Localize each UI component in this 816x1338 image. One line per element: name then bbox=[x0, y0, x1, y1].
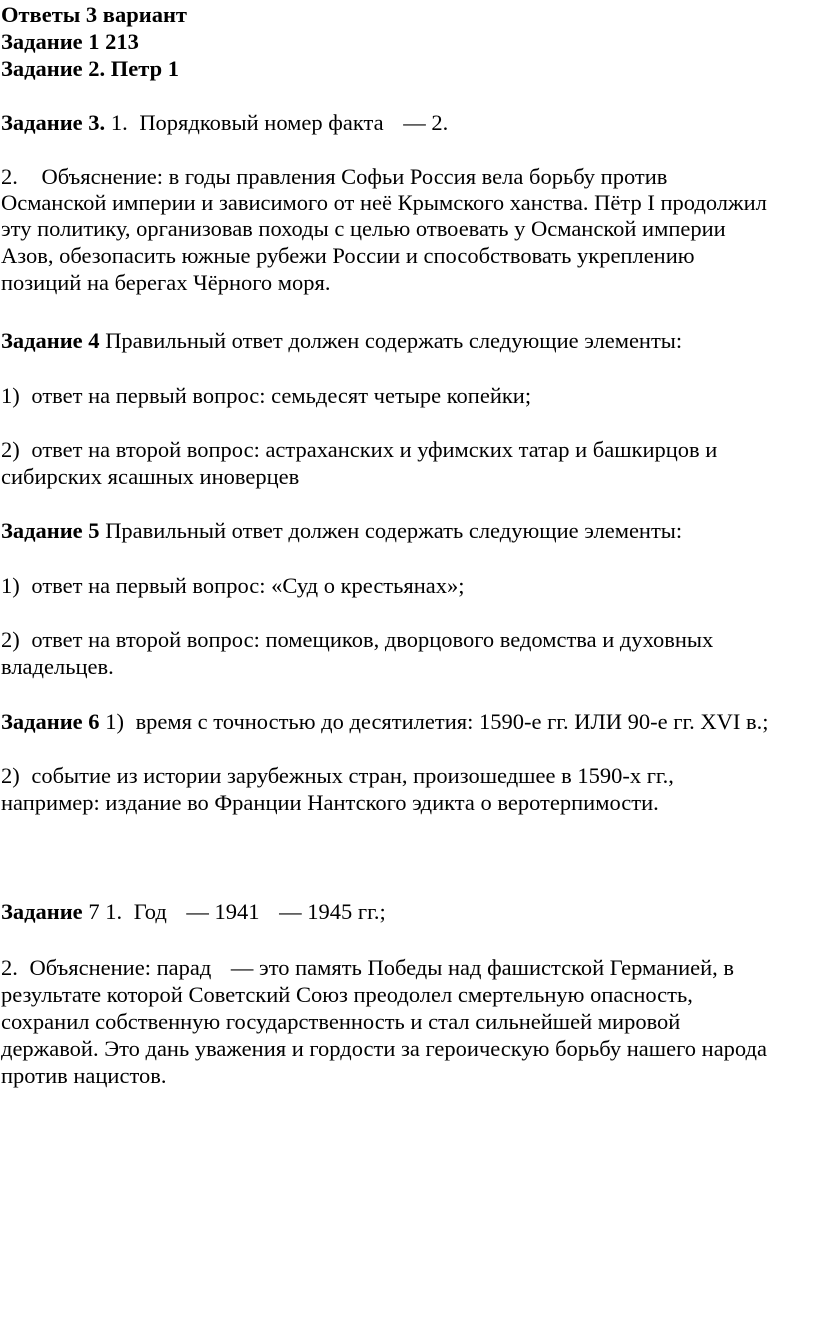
task-5-item-2-text: ответ на второй вопрос: помещиков, дворцового ведомства и духовных bbox=[31, 627, 714, 652]
task-3-item-2-line-3: эту политику, организовав походы с целью отвоевать у Османской империи bbox=[1, 216, 726, 241]
task-1-answer: Задание 1 213 bbox=[1, 29, 139, 54]
task-4-item-1 bbox=[1, 383, 531, 410]
task-3-item-2-line-5: позиций на берегах Чёрного моря. bbox=[1, 270, 331, 295]
task-6-item-2-line-2: например: издание во Франции Нантского эдикта о веротерпимости. bbox=[1, 790, 659, 815]
task-7-item-2-line-5: против нацистов. bbox=[1, 1063, 167, 1088]
task-7-item-2-line-1 bbox=[1, 955, 734, 982]
task-4-item-2-num: 2) bbox=[1, 437, 20, 462]
task-3-item-2-line-4: Азов, обезопасить южные рубежи России и способствовать укреплению bbox=[1, 243, 695, 268]
task-3-item-1-num: 1. bbox=[110, 110, 128, 135]
task-6-label: Задание 6 bbox=[1, 709, 100, 734]
task-3-item-2-line-1 bbox=[1, 164, 667, 191]
task-6-item-1-text: время с точностью до десятилетия: 1590-е гг. ИЛИ 90-е гг. XVI в.; bbox=[135, 709, 769, 734]
task-6-item-1-num: 1) bbox=[105, 709, 124, 734]
task-6-item-1 bbox=[1, 709, 769, 736]
task-4-item-1-num: 1) bbox=[1, 383, 20, 408]
task-7-year-end: — 1945 гг.; bbox=[279, 899, 386, 924]
task-4-item-1-text: ответ на первый вопрос: семьдесят четыре копейки; bbox=[31, 383, 532, 408]
task-5-item-2-line-1 bbox=[1, 627, 713, 654]
task-5-item-1-text: ответ на первый вопрос: «Суд о крестьянах»; bbox=[31, 573, 465, 598]
task-7-label: Задание bbox=[1, 899, 83, 924]
task-4-intro-text: Правильный ответ должен содержать следующие элементы: bbox=[105, 328, 683, 353]
task-5-intro-text: Правильный ответ должен содержать следующие элементы: bbox=[105, 518, 683, 543]
document-title: Ответы 3 вариант bbox=[1, 2, 187, 27]
task-3-item-1-text: Порядковый номер факта bbox=[139, 110, 384, 135]
task-3-item-1 bbox=[1, 110, 448, 137]
task-5-item-2-line-2: владельцев. bbox=[1, 654, 114, 679]
task-7-item-2-line-2: результате которой Советский Союз преодолел смертельную опасность, bbox=[1, 982, 693, 1007]
task-7-year-label: Год bbox=[133, 899, 167, 924]
task-3-label: Задание 3. bbox=[1, 110, 106, 135]
task-7-item-2-first-rest: — это память Победы над фашистской Германией, в bbox=[230, 955, 735, 980]
task-3-item-2-line-2: Османской империи и зависимого от неё Крымского ханства. Пётр I продолжил bbox=[1, 190, 767, 215]
task-6-item-2-text: событие из истории зарубежных стран, произошедшее в 1590-х гг., bbox=[31, 763, 674, 788]
task-6-item-2-num: 2) bbox=[1, 763, 20, 788]
task-3-item-2-num: 2. bbox=[1, 164, 18, 189]
task-5-item-2-num: 2) bbox=[1, 627, 20, 652]
task-4-label: Задание 4 bbox=[1, 328, 100, 353]
task-5-item-1 bbox=[1, 573, 465, 600]
task-7-item-2-line-3: сохранил собственную государственность и стал сильнейшей мировой bbox=[1, 1009, 681, 1034]
task-4-intro bbox=[1, 328, 682, 355]
task-3-item-1-answer: — 2. bbox=[403, 110, 449, 135]
task-7-item-2-num: 2. bbox=[1, 955, 18, 980]
task-7-item-2-line-4: державой. Это дань уважения и гордости за героическую борьбу нашего народа bbox=[1, 1036, 767, 1061]
task-4-item-2-text: ответ на второй вопрос: астраханских и уфимских татар и башкирцов и bbox=[31, 437, 718, 462]
task-5-item-1-num: 1) bbox=[1, 573, 20, 598]
task-7-year-start: — 1941 bbox=[186, 899, 260, 924]
task-3-item-2-text: Объяснение: в годы правления Софьи Россия вела борьбу против bbox=[41, 164, 668, 189]
task-7-item-2-first: Объяснение: парад bbox=[29, 955, 212, 980]
task-5-label: Задание 5 bbox=[1, 518, 100, 543]
task-4-item-2-line-2: сибирских ясашных иноверцев bbox=[1, 464, 300, 489]
task-7-item-1 bbox=[1, 899, 386, 926]
task-5-intro bbox=[1, 518, 682, 545]
task-4-item-2-line-1 bbox=[1, 437, 717, 464]
task-7-number: 7 1. bbox=[88, 899, 123, 924]
task-6-item-2-line-1 bbox=[1, 763, 674, 790]
task-2-answer: Задание 2. Петр 1 bbox=[1, 56, 180, 81]
